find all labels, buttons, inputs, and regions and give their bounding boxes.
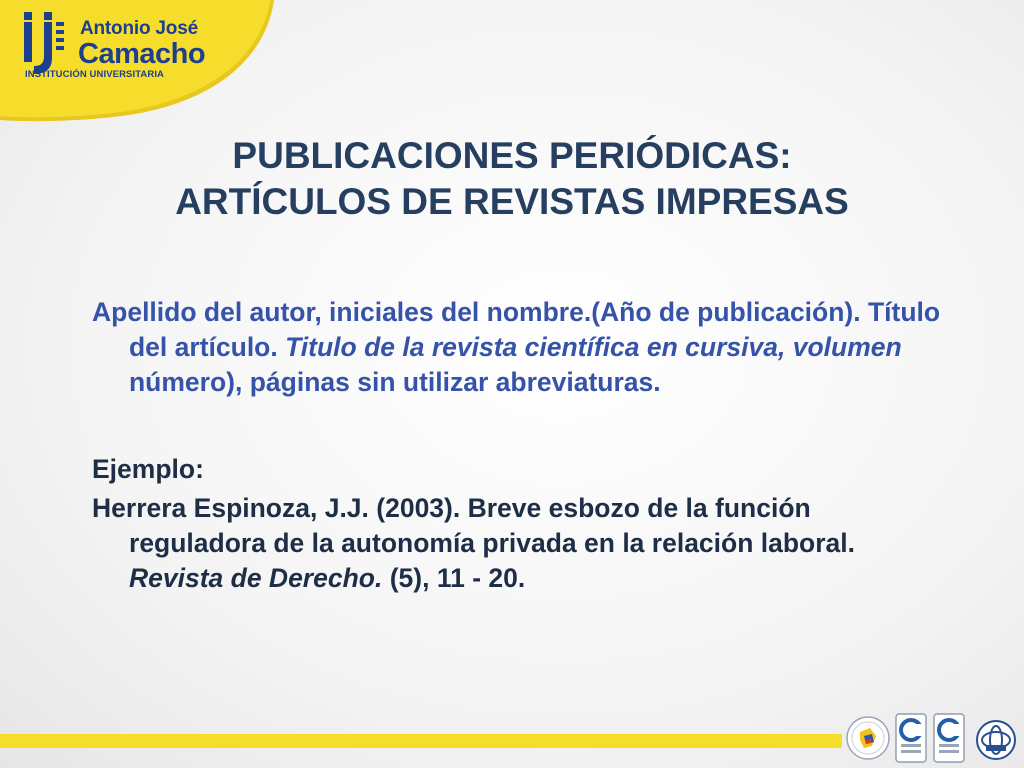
example-text: Herrera Espinoza, J.J. (2003). Breve esbozo de la función reguladora de la autonomía privada en la relación laboral. bbox=[92, 493, 856, 558]
example-label: Ejemplo: bbox=[92, 454, 204, 484]
citation-format-paragraph bbox=[92, 295, 952, 400]
logo-subtitle: INSTITUCIÓN UNIVERSITARIA bbox=[25, 69, 165, 80]
format-text: Apellido del autor, iniciales del nombre.(Año de publicación). Título del artículo. bbox=[92, 297, 941, 362]
logo-name-line1: Antonio José bbox=[80, 18, 198, 39]
format-text-end: número), páginas sin utilizar abreviaturas. bbox=[129, 367, 661, 397]
footer-yellow-bar bbox=[0, 734, 842, 748]
icontec-gp-icon bbox=[934, 714, 964, 762]
slide-title-line1: PUBLICACIONES PERIÓDICAS: bbox=[232, 135, 792, 176]
example-citation-paragraph bbox=[92, 491, 952, 596]
example-italic-text: Revista de Derecho. bbox=[129, 563, 383, 593]
slide-title bbox=[60, 133, 964, 225]
colombia-seal-icon bbox=[847, 717, 889, 759]
paragraph-spacer bbox=[92, 400, 952, 452]
icontec-iso-icon bbox=[896, 714, 926, 762]
slide-body bbox=[92, 295, 952, 596]
slide-title-line2: ARTÍCULOS DE REVISTAS IMPRESAS bbox=[175, 181, 849, 222]
example-text-end: (5), 11 - 20. bbox=[382, 563, 526, 593]
iqnet-icon bbox=[977, 721, 1015, 759]
logo-name-line2: Camacho bbox=[78, 38, 206, 70]
format-italic-text: Titulo de la revista científica en cursiva, volumen bbox=[285, 332, 902, 362]
certification-seals bbox=[846, 710, 1020, 766]
